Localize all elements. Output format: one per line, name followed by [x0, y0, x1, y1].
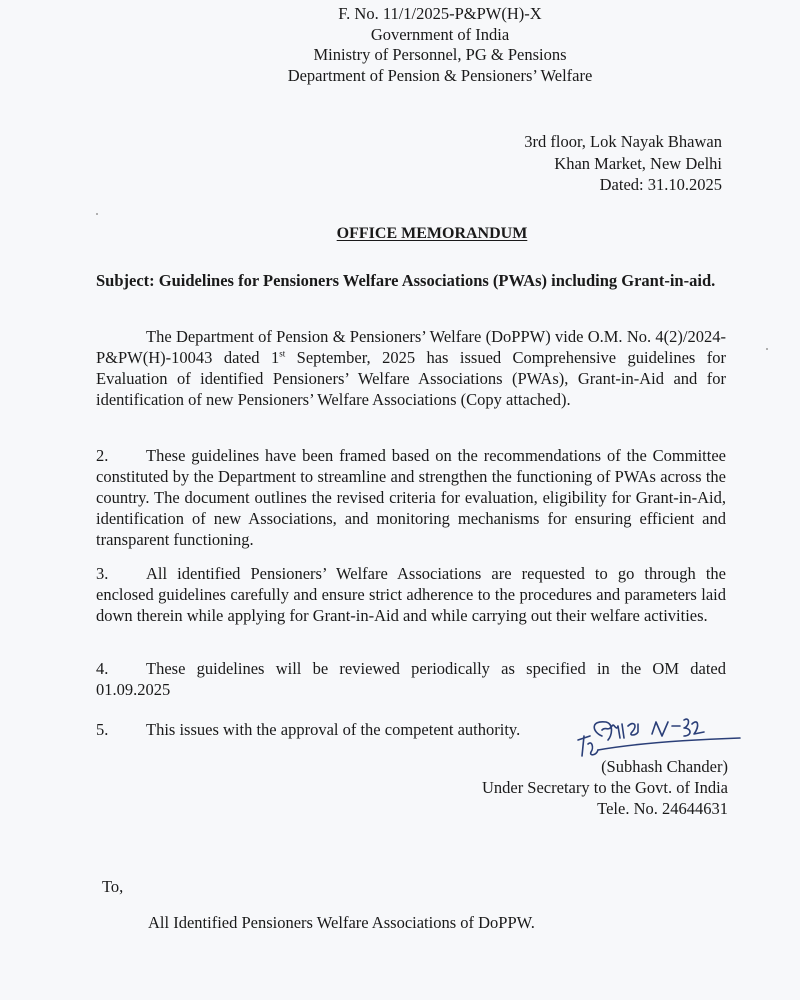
document-title — [0, 225, 800, 243]
title-text: OFFICE MEMORANDUM — [336, 225, 528, 242]
signatory-block — [482, 756, 728, 819]
paragraph-number: 2. — [96, 446, 109, 465]
paragraph-1-text-b: September, 2025 has issued Comprehensive guidelines for Evaluation of identified Pensioners’ Welfare Associations (PWAs), Grant-in-Aid and for identification of new Pensioners’ Welfare Associations (Copy attached). — [96, 348, 726, 409]
document-date: Dated: 31.10.2025 — [599, 175, 722, 194]
address-line-1: 3rd floor, Lok Nayak Bhawan — [524, 132, 722, 151]
paragraph-3-text: All identified Pensioners’ Welfare Associations are requested to go through the enclosed guidelines carefully and ensure strict adherence to the procedures and parameters laid down therein while applying for Grant-in-Aid and while carrying out their welfare activities. — [96, 564, 726, 625]
signatory-name: (Subhash Chander) — [601, 757, 728, 776]
to-label: To, — [102, 877, 124, 896]
paragraph-4 — [96, 658, 726, 700]
addressee: All Identified Pensioners Welfare Associations of DoPPW. — [148, 913, 535, 932]
signature-icon — [572, 712, 742, 760]
signatory-designation: Under Secretary to the Govt. of India — [481, 778, 728, 797]
ordinal-suffix: st — [279, 348, 286, 359]
office-address — [524, 131, 722, 196]
paragraph-3 — [96, 563, 726, 626]
file-number: F. No. 11/1/2025-P&PW(H)-X — [338, 4, 542, 23]
paragraph-number: 5. — [96, 720, 109, 739]
paragraph-4-text: These guidelines will be reviewed periodically as specified in the OM dated 01.09.2025 — [96, 659, 726, 699]
signatory-phone: Tele. No. 24644631 — [597, 799, 728, 818]
ministry-name: Ministry of Personnel, PG & Pensions — [313, 45, 567, 64]
subject-line: Subject: Guidelines for Pensioners Welfare Associations (PWAs) including Grant-in-aid. — [96, 271, 716, 290]
paragraph-2-text: These guidelines have been framed based on the recommendations of the Committee constituted by the Department to streamline and strengthen the functioning of PWAs across the country. The document outlines the revised criteria for evaluation, eligibility for Grant-in-Aid, identification of new Associations, and monitoring mechanisms for ensuring efficient and transparent functioning. — [96, 446, 726, 549]
government-name: Government of India — [370, 24, 510, 44]
paragraph-2 — [96, 445, 726, 550]
department-name: Department of Pension & Pensioners’ Welfare — [287, 65, 593, 85]
paragraph-1 — [96, 326, 726, 410]
paragraph-number: 3. — [96, 564, 109, 583]
paragraph-5-text: This issues with the approval of the competent authority. — [146, 720, 521, 739]
scan-speck — [96, 213, 98, 215]
paragraph-number: 4. — [96, 659, 109, 678]
scan-speck — [766, 348, 768, 350]
paragraph-1-text-a: The Department of Pension & Pensioners’ Welfare (DoPPW) vide O.M. No. 4(2)/2024-P&PW(H)-10043 dated 1 — [96, 327, 726, 367]
letterhead — [0, 4, 800, 86]
address-line-2: Khan Market, New Delhi — [554, 153, 722, 173]
